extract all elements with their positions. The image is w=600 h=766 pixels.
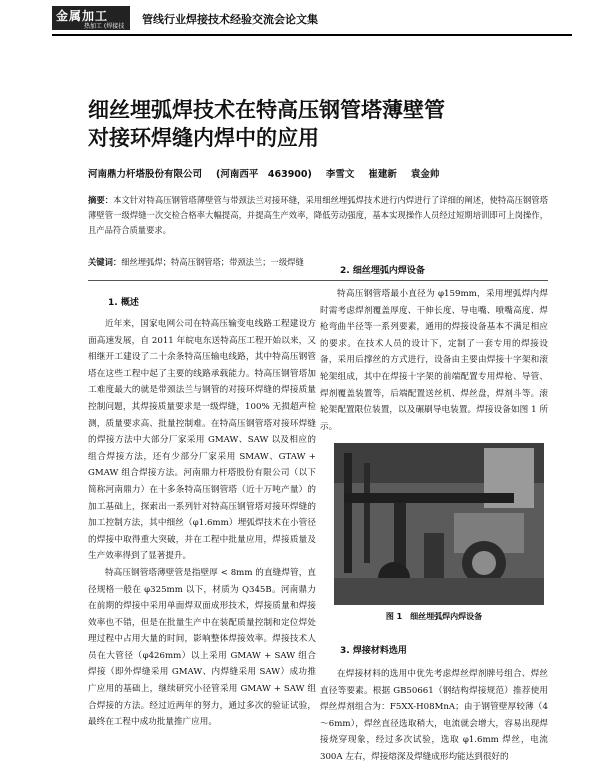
welding-equipment-image (334, 443, 544, 605)
left-column (88, 296, 316, 731)
section-3-heading: 3. 焊接材料选用 (340, 645, 407, 656)
section-2-heading: 2. 细丝埋弧内焊设备 (340, 266, 425, 276)
author-2: 崔建新 (368, 169, 397, 180)
section-1-paragraph-2: 特高压钢管塔薄壁管是指壁厚 < 8mm 的直缝焊管，直径规格一般在 φ325mm 以下，材质为 Q345B。河南鼎力在前期的焊接中采用单面焊双面成形技术，焊接质量和焊接效率也不错，但是在批量生产中在装配质量控制和定位焊处理过程中占用大量的时间，影响整体焊接效率。焊接技术人员在大管径（φ426mm）以上采用 GMAW + SAW 组合焊接（即外焊缝采用 GMAW、内焊缝采用 SAW）成功推广应用的基础上，继续研究小径管采用 GMAW + SAW 组合焊接的方法。经过近两年的努力，通过多次的验证试验，最终在工程中成功批量推广应用。 (88, 567, 316, 728)
title-line-1: 细丝埋弧焊技术在特高压钢管塔薄壁管 (88, 98, 445, 122)
section-1-paragraph-1: 近年来，国家电网公司在特高压输变电线路工程建设方面高速发展，自 2011 年皖电东送特高压工程开始以来，又相继开工建设了二十余条特高压输电线路，其中特高压钢管塔在这些工程中起了主要的线路承载能力。特高压钢管塔加工难度最大的就是带颈法兰与钢管的对接环焊缝的焊接质量控制问题，其焊接质量要求是一级焊缝，100% 无损超声检测，质量要求高、批量控制难。在特高压钢管塔对接环焊缝的焊接方法中大部分厂家采用 GMAW、SAW 以及相应的组合焊接方法，还有少部分厂家采用 SMAW、GTAW + GMAW 组合焊接方法。河南鼎力杆塔股份有限公司（以下简称河南鼎力）在十多条特高压钢管塔（近十万吨产量）的加工基础上，探索出一系列针对特高压钢管塔对接环焊缝的加工控制方法，其中细丝（φ1.6mm）埋弧焊技术在小管径的焊接中取得重大突破，并在工程中批量应用，焊接质量及生产效率得到了显著提升。 (88, 319, 316, 562)
location: (河南西平 463900) (216, 169, 312, 180)
logo-main-text: 金属加工 (56, 9, 109, 23)
header-rule (52, 34, 572, 36)
series-title: 管线行业焊接技术经验交流会论文集 (142, 13, 318, 26)
author-3: 袁金帅 (410, 169, 440, 180)
title-line-2: 对接环焊缝内焊中的应用 (88, 126, 319, 150)
keywords-label: 关键词： (88, 257, 122, 267)
abstract-label: 摘要： (88, 195, 114, 205)
author-1: 李雪文 (325, 169, 355, 180)
section-1-heading: 1. 概述 (108, 298, 139, 308)
right-column (320, 264, 548, 766)
figure-1-photo (334, 443, 544, 605)
abstract (88, 193, 548, 253)
journal-logo (52, 6, 130, 30)
section-3-paragraph-1: 在焊接材料的选用中优先考虑焊丝焊剂牌号组合、焊丝直径等要素。根据 GB50661（钢结构焊接规范）推荐使用焊丝焊剂组合为：F5XX-H08MnA；由于钢管壁厚较薄（4～6mm），焊丝直径选取稍大，电流就会增大，容易出现焊接烧穿现象，经过多次试验，选取 φ1.6mm 焊丝，电流 300A 左右，焊接熔深及焊缝成形均能达到很好的 (320, 668, 548, 762)
logo-sub-text: 热加工 (焊接技 (84, 23, 125, 30)
author-line (88, 166, 548, 180)
figure-1-caption: 图 1 细丝埋弧焊内焊设备 (385, 612, 483, 622)
paper-title (88, 96, 548, 152)
section-2-paragraph-1: 特高压钢管塔最小直径为 φ159mm，采用埋弧焊内焊时需考虑焊剂覆盖厚度、干伸长度、导电嘴、喷嘴高度、焊枪弯曲半径等一系列要素，通用的焊接设备基本不满足相应的要求。在技术人员的设计下，定制了一套专用的焊接设备，采用后撑丝的方式进行，设备由主要由焊接十字架和滚轮架组成，其中在焊接十字架的前端配置专用焊枪、导管、焊剂覆盖装置等，后端配置送丝机、焊丝盘，焊剂斗等。滚轮架配置限位装置，以及碾刷导电装置。焊接设备如图 1 所示。 (320, 289, 548, 432)
abstract-text: 本文针对特高压钢管塔薄壁管与带颈法兰对接环缝，采用细丝埋弧焊技术进行内焊进行了详细的阐述，使特高压钢管塔薄壁管一级焊缝一次交检合格率大幅提高，并提高生产效率，降低劳动强度，基本实现操作人员经过短期培训即可上岗操作，且产品符合质量要求。 (88, 195, 548, 235)
running-header (52, 6, 572, 32)
keywords-text: 细丝埋弧焊；特高压钢管塔；带颈法兰；一级焊缝 (121, 257, 304, 267)
affiliation: 河南鼎力杆塔股份有限公司 (88, 169, 203, 180)
